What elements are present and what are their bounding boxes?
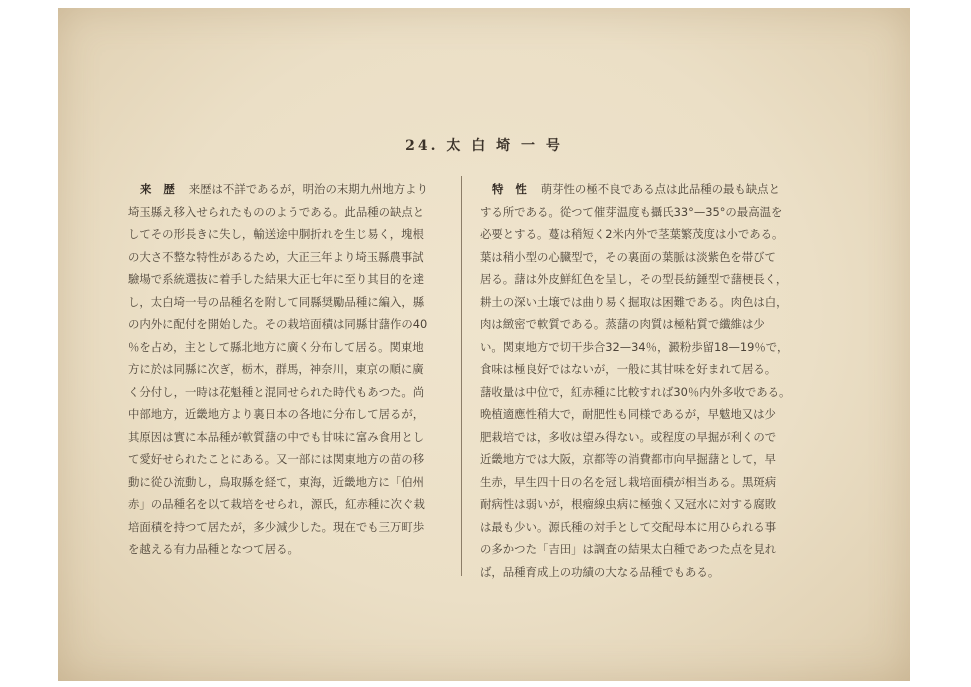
- text-line: 中部地方，近畿地方より裏日本の各地に分布して居るが，: [128, 407, 425, 421]
- text-line: 生赤，早生四十日の名を冠し栽培面積が相当ある。黒斑病: [480, 474, 777, 489]
- text-line: 耐病性は弱いが，根瘤線虫病に極強く又冠水に対する腐敗: [480, 497, 777, 511]
- text-line: 肉は緻密で軟質である。蒸藷の肉質は極粘質で纖維は少: [480, 317, 765, 331]
- text-line: 驗場で系統選抜に着手した結果大正七年に至り其目的を達: [128, 272, 425, 286]
- book-page: [58, 8, 910, 681]
- text-line: い。関東地方で切干歩合32—34％，澱粉歩留18—19％で，: [480, 339, 789, 354]
- characteristics-heading: 特 性: [492, 182, 531, 196]
- text-line: 耕土の深い土壌では曲り易く掘取は困難である。肉色は白，: [480, 294, 788, 309]
- column-divider: [461, 176, 462, 576]
- text-line: 葉は稍小型の心臓型で，その裏面の葉脈は淡紫色を帯びて: [480, 249, 776, 264]
- text-line: 来 歴 来歴は不詳であるが，明治の末期九州地方より: [140, 182, 428, 196]
- text-line: し，太白埼一号の品種名を附して同縣奨勵品種に編入，縣: [128, 294, 425, 309]
- text-line: してその形長きに失し，輸送途中胴折れを生じ易く，塊根: [128, 227, 424, 241]
- text-line: 居る。藷は外皮鮮紅色を呈し，その型長紡錘型で藷梗長く，: [480, 272, 788, 286]
- text-line: を越える有力品種となつて居る。: [128, 542, 299, 556]
- text-line: 動に從ひ流動し，鳥取縣を経て，東海，近畿地方に「伯州: [128, 474, 424, 489]
- text-line: は最も少い。源氏種の対手として交配母本に用ひられる事: [480, 519, 777, 534]
- text-line: く分付し，一時は花魁種と混同せられた時代もあつた。尚: [128, 384, 425, 399]
- text-line: 藷收量は中位で，紅赤種に比較すれば30％内外多收である。: [480, 384, 791, 399]
- text-line: 其原因は實に本品種が軟質藷の中でも甘味に富み食用とし: [128, 429, 425, 444]
- text-line: 食味は極良好ではないが，一般に其甘味を好まれて居る。: [480, 362, 777, 376]
- text-line: て愛好せられたことにある。又一部には関東地方の苗の移: [128, 452, 425, 466]
- text-line: する所である。從つて催芽温度も攝氏33°—35°の最高温を: [480, 204, 783, 219]
- text-line: 培面積を持つて居たが，多少減少した。現在でも三万町歩: [128, 519, 425, 534]
- characteristics-column: [480, 178, 790, 583]
- text-line: 赤」の品種名を以て栽培をせられ，源氏，紅赤種に次ぐ栽: [128, 497, 425, 511]
- history-heading: 来 歴: [140, 182, 179, 196]
- text-line: ば，品種育成上の功績の大なる品種でもある。: [480, 564, 720, 579]
- text-line: 方に於は同縣に次ぎ，栃木，群馬，神奈川，東京の順に廣: [128, 362, 424, 376]
- text-line: 近畿地方では大阪，京都等の消費都市向早掘藷として，早: [480, 452, 776, 466]
- text-line: の多かつた「吉田」は調査の結果太白種であつた点を見れ: [480, 542, 777, 556]
- text-line: 晩植適應性稍大で，耐肥性も同様であるが，早魃地又は少: [480, 407, 776, 421]
- text-line: 必要とする。蔓は稍短く2米内外で茎葉繁茂度は小である。: [480, 227, 784, 241]
- text-line: の大さ不整な特性があるため，大正三年より埼玉縣農事試: [128, 249, 424, 264]
- text-line: 特 性 萌芽性の極不良である点は此品種の最も缺点と: [492, 182, 780, 196]
- text-line: 肥栽培では，多收は望み得ない。或程度の早掘が利くので: [480, 429, 777, 444]
- section-title: 24. 太 白 埼 一 号: [405, 138, 563, 154]
- text-line: ％を占め，主として縣北地方に廣く分布して居る。関東地: [128, 339, 424, 354]
- history-column: [128, 178, 428, 561]
- text-line: 埼玉縣え移入せられたもののようである。此品種の缺点と: [128, 204, 425, 219]
- text-line: の内外に配付を開始した。その栽培面積は同縣甘藷作の40: [128, 317, 428, 331]
